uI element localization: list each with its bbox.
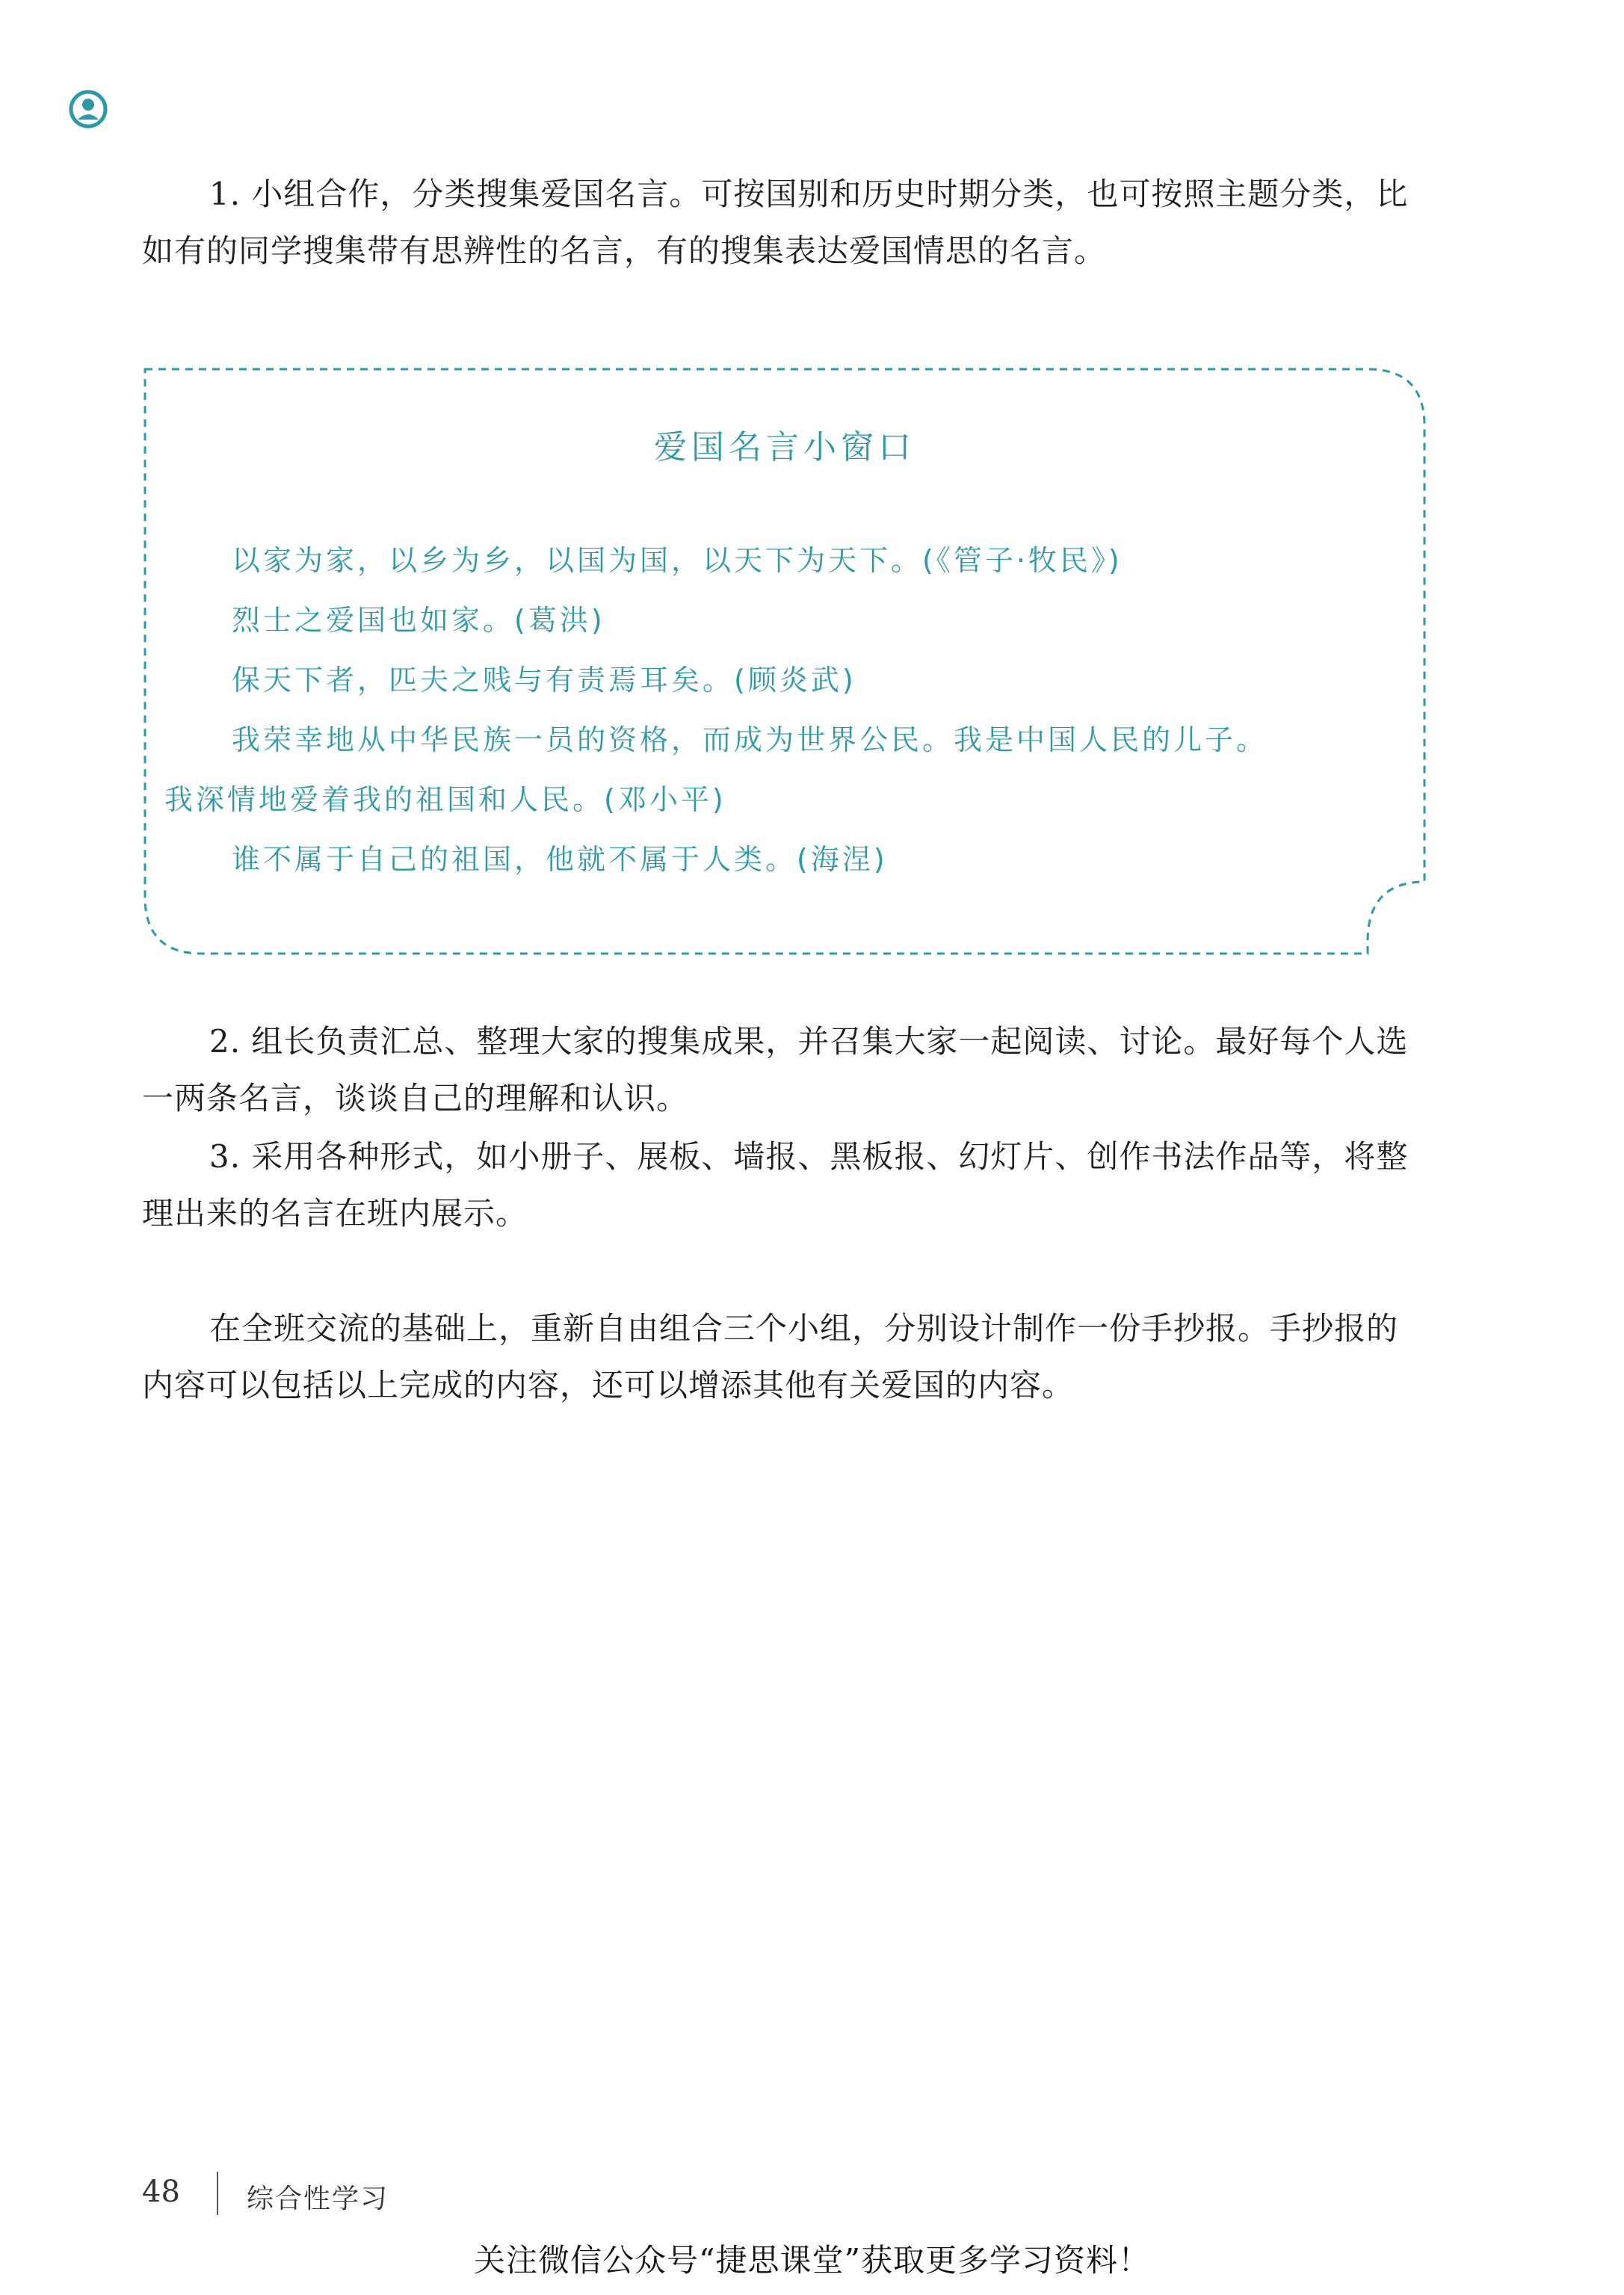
- quote-item: 谁不属于自己的祖国，他就不属于人类。(海涅): [232, 843, 888, 876]
- paragraph-summary: 在全班交流的基础上，重新自由组合三个小组，分别设计制作一份手抄报。手抄报的内容可以包括以上完成的内容，还可以增添其他有关爱国的内容。: [142, 1310, 1399, 1403]
- page-number: 48: [142, 2175, 180, 2209]
- paragraph-step-2: 2. 组长负责汇总、整理大家的搜集成果，并召集大家一起阅读、讨论。最好每个人选一两条名言，谈谈自己的理解和认识。: [142, 1023, 1409, 1116]
- quote-item: 保天下者，匹夫之贱与有责焉耳矣。(顾炎武): [232, 664, 856, 696]
- quote-box-title: 爱国名言小窗口: [654, 428, 916, 466]
- quote-item: 以家为家，以乡为乡，以国为国，以天下为天下。(《管子·牧民》): [232, 544, 1123, 577]
- footer-divider: [217, 2172, 218, 2215]
- section-title: 综合性学习: [247, 2184, 389, 2214]
- quote-item: 我荣幸地从中华民族一员的资格，而成为世界公民。我是中国人民的儿子。: [232, 723, 1268, 756]
- quote-box: [142, 366, 1427, 957]
- paragraph-step-3: 3. 采用各种形式，如小册子、展板、墙报、黑板报、幻灯片、创作书法作品等，将整理出来的名言在班内展示。: [142, 1138, 1409, 1232]
- watermark-text: 关注微信公众号“捷思课堂”获取更多学习资料！: [474, 2242, 1150, 2279]
- quote-item-continuation: 我深情地爱着我的祖国和人民。(邓小平): [164, 783, 726, 816]
- quote-list: [164, 531, 1398, 889]
- person-circle-icon: [69, 90, 108, 129]
- paragraph-step-1: 1. 小组合作，分类搜集爱国名言。可按国别和历史时期分类，也可按照主题分类，比如有的同学搜集带有思辨性的名言，有的搜集表达爱国情思的名言。: [142, 176, 1409, 269]
- quote-item: 烈士之爱国也如家。(葛洪): [232, 604, 605, 637]
